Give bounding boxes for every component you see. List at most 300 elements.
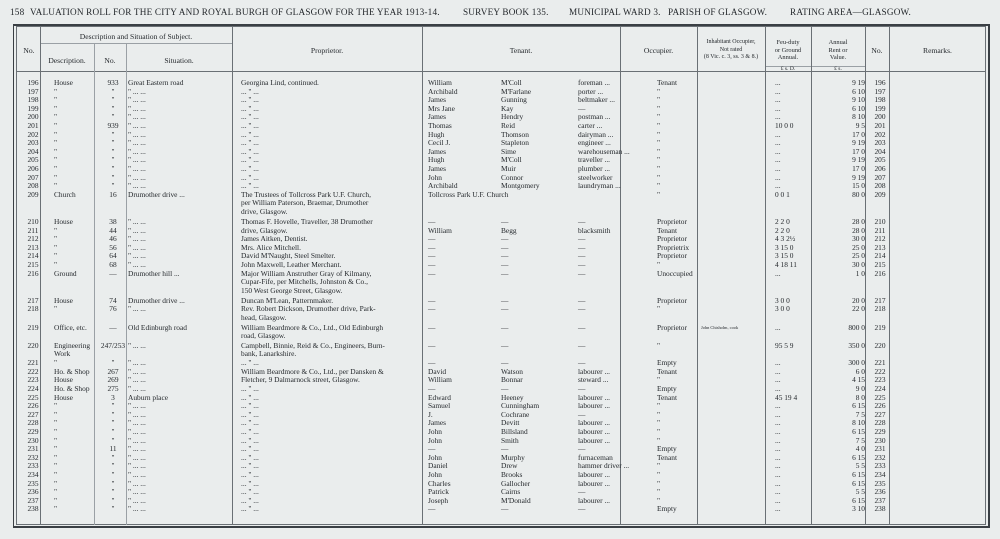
tenant-surname-cell: Kay xyxy=(501,103,514,113)
description-cell: " xyxy=(54,478,58,488)
tenant-occupation-cell: — xyxy=(578,504,586,514)
tenant-surname-cell: Smith xyxy=(501,435,519,445)
table-row xyxy=(0,445,1000,454)
annual-rent-cell: 5 5 xyxy=(855,487,865,497)
tenant-first-name-cell: — xyxy=(428,340,436,350)
proprietor-cell: drive, Glasgow. xyxy=(241,225,288,235)
description-cell: " xyxy=(54,470,58,479)
tenant-occupation-cell: — xyxy=(578,260,586,269)
tenant-surname-cell: Bonnar xyxy=(501,375,523,385)
table-row xyxy=(0,437,1000,446)
row-number: 212 xyxy=(27,234,39,244)
feu-duty-cell: ... xyxy=(775,427,781,436)
row-number-right: 229 xyxy=(874,427,886,436)
tenant-surname-cell: — xyxy=(501,251,509,261)
row-number-right: 231 xyxy=(874,444,886,454)
col-header-proprietor: Proprietor. xyxy=(310,46,344,55)
description-cell: " xyxy=(54,495,58,505)
situation-cell: " ... ... xyxy=(128,234,146,244)
description-cell: " xyxy=(54,260,58,269)
description-cell: Ho. & Shop xyxy=(54,384,90,393)
tenant-first-name-cell: William xyxy=(428,225,452,235)
row-number: 231 xyxy=(27,444,39,454)
tenant-surname-cell: Heeney xyxy=(501,392,524,402)
tenant-occupation-cell: — xyxy=(578,234,586,244)
tenant-occupation-cell: blacksmith xyxy=(578,225,611,235)
proprietor-cell: ... " ... xyxy=(241,427,259,436)
tenant-surname-cell: Watson xyxy=(501,366,523,376)
tenant-surname-cell: Sime xyxy=(501,146,517,156)
street-number-cell: " xyxy=(111,487,115,497)
tenant-first-name-cell: Patrick xyxy=(428,487,449,497)
tenant-first-name-cell: Joseph xyxy=(428,495,449,505)
proprietor-cell: ... " ... xyxy=(241,129,259,139)
situation-cell: Old Edinburgh road xyxy=(128,322,187,332)
situation-cell: " ... ... xyxy=(128,146,146,156)
tenant-first-name-cell: James xyxy=(428,164,447,173)
row-number-right: 216 xyxy=(874,268,886,278)
row-number: 222 xyxy=(27,366,39,376)
occupier-cell: Empty xyxy=(657,358,677,368)
tenant-surname-cell: — xyxy=(501,304,509,314)
description-cell: " xyxy=(54,129,58,139)
row-number-right: 196 xyxy=(874,78,886,87)
proprietor-cell: drive, Glasgow. xyxy=(241,207,288,216)
row-number: 215 xyxy=(27,260,39,269)
row-number-right: 213 xyxy=(874,242,886,252)
table-row xyxy=(0,428,1000,437)
table-row xyxy=(0,419,1000,428)
row-number-right: 198 xyxy=(874,95,886,105)
annual-rent-cell: 6 15 xyxy=(852,452,865,462)
tenant-occupation-cell: labourer ... xyxy=(578,427,611,436)
street-number-cell: 933 xyxy=(107,78,119,87)
row-number-right: 219 xyxy=(874,322,886,332)
tenant-occupation-cell: labourer ... xyxy=(578,401,611,411)
row-number-right: 206 xyxy=(874,164,886,173)
tenant-first-name-cell: — xyxy=(428,295,436,305)
tenant-surname-cell: Connor xyxy=(501,172,524,182)
tenant-occupation-cell: carter ... xyxy=(578,121,603,130)
street-number-cell: " xyxy=(111,478,115,488)
street-number-cell: " xyxy=(111,358,115,368)
proprietor-cell: ... " ... xyxy=(241,121,259,130)
tenant-first-name-cell: — xyxy=(428,322,436,332)
street-number-cell: 269 xyxy=(107,375,119,385)
tenant-occupation-cell: engineer ... xyxy=(578,138,611,148)
occupier-cell: " xyxy=(657,304,661,314)
annual-rent-cell: 9 5 xyxy=(855,121,865,130)
tenant-surname-cell: Reid xyxy=(501,121,515,130)
proprietor-cell: ... " ... xyxy=(241,358,259,368)
tenant-surname-cell: M'Farlane xyxy=(501,86,532,96)
occupier-cell: Proprietor xyxy=(657,217,687,226)
tenant-first-name-cell: — xyxy=(428,217,436,226)
table-row xyxy=(0,411,1000,420)
occupier-cell: " xyxy=(657,495,661,505)
tenant-surname-cell: — xyxy=(501,322,509,332)
feu-duty-cell: ... xyxy=(775,470,781,479)
annual-rent-cell: 350 0 xyxy=(848,340,865,350)
proprietor-cell: ... " ... xyxy=(241,164,259,173)
occupier-cell: Empty xyxy=(657,384,677,393)
row-number: 205 xyxy=(27,155,39,165)
street-number-cell: " xyxy=(111,103,115,113)
annual-rent-cell: 9 19 xyxy=(852,172,865,182)
proprietor-cell: ... " ... xyxy=(241,461,259,471)
proprietor-cell: Rev. Robert Dickson, Drumother drive, Park- xyxy=(241,304,376,314)
tenant-occupation-cell: hammer driver ... xyxy=(578,461,630,471)
tenant-first-name-cell: — xyxy=(428,504,436,514)
description-cell: House xyxy=(54,392,73,402)
situation-cell: " ... ... xyxy=(128,95,146,105)
tenant-first-name-cell: — xyxy=(428,234,436,244)
street-number-cell: " xyxy=(111,461,115,471)
row-number: 219 xyxy=(27,322,39,332)
table-row xyxy=(0,252,1000,261)
table-row xyxy=(0,332,1000,341)
description-cell: " xyxy=(54,418,58,428)
description-cell: " xyxy=(54,251,58,261)
table-row xyxy=(0,368,1000,377)
tenant-occupation-cell: — xyxy=(578,322,586,332)
row-number: 234 xyxy=(27,470,39,479)
proprietor-cell: bank, Lanarkshire. xyxy=(241,349,297,359)
row-number: 224 xyxy=(27,384,39,393)
description-cell: " xyxy=(54,121,58,130)
street-number-cell: 64 xyxy=(109,251,117,261)
row-number: 216 xyxy=(27,268,39,278)
rent-line-2: Rent or xyxy=(828,46,848,54)
feu-duty-cell: ... xyxy=(775,461,781,471)
tenant-surname-cell: M'Coll xyxy=(501,78,522,87)
annual-rent-cell: 25 0 xyxy=(852,251,865,261)
tenant-surname-cell: Gunning xyxy=(501,95,527,105)
feu-duty-cell: ... xyxy=(775,478,781,488)
row-number: 232 xyxy=(27,452,39,462)
tenant-first-name-cell: Tollcross Park U.F. Church xyxy=(428,189,509,199)
row-number-right: 210 xyxy=(874,217,886,226)
tenant-surname-cell: Montgomery xyxy=(501,181,540,191)
tenant-surname-cell: Cochrane xyxy=(501,409,530,419)
feu-duty-cell: ... xyxy=(775,95,781,105)
situation-cell: " ... ... xyxy=(128,155,146,165)
feu-duty-cell: ... xyxy=(775,146,781,156)
tenant-surname-cell: Drew xyxy=(501,461,518,471)
table-row xyxy=(0,278,1000,287)
tenant-surname-cell: Brooks xyxy=(501,470,523,479)
proprietor-cell: The Trustees of Tollcross Park U.F. Church, xyxy=(241,189,371,199)
street-number-cell: " xyxy=(111,418,115,428)
feu-duty-cell: ... xyxy=(775,103,781,113)
situation-cell: " ... ... xyxy=(128,112,146,122)
row-number-right: 211 xyxy=(874,225,886,235)
row-number: 233 xyxy=(27,461,39,471)
street-number-cell: 44 xyxy=(109,225,117,235)
situation-cell: " ... ... xyxy=(128,138,146,148)
feu-duty-cell: ... xyxy=(775,129,781,139)
tenant-surname-cell: — xyxy=(501,358,509,368)
feu-line-3: Annual. xyxy=(777,54,799,61)
occupier-cell: " xyxy=(657,181,661,191)
tenant-first-name-cell: William xyxy=(428,78,452,87)
tenant-occupation-cell: warehouseman ... xyxy=(578,146,630,156)
tenant-first-name-cell: James xyxy=(428,112,447,122)
situation-cell: Drumother drive ... xyxy=(128,295,185,305)
col-header-no2: No. xyxy=(871,46,883,55)
proprietor-cell: William Beardmore & Co., Ltd., per Dansken & xyxy=(241,366,384,376)
street-number-cell: " xyxy=(111,495,115,505)
tenant-surname-cell: — xyxy=(501,295,509,305)
proprietor-cell: Cupar-Fife, per Mitchells, Johnston & Co., xyxy=(241,277,368,287)
situation-cell: " ... ... xyxy=(128,444,146,454)
annual-rent-cell: 17 0 xyxy=(852,129,865,139)
street-number-cell: 11 xyxy=(109,444,117,454)
description-cell: " xyxy=(54,103,58,113)
annual-rent-cell: 7 5 xyxy=(855,409,865,419)
tenant-occupation-cell: furnaceman xyxy=(578,452,613,462)
tenant-first-name-cell: — xyxy=(428,242,436,252)
street-number-cell: " xyxy=(111,427,115,436)
tenant-first-name-cell: J. xyxy=(428,409,433,419)
description-cell: " xyxy=(54,504,58,514)
tenant-occupation-cell: — xyxy=(578,268,586,278)
situation-cell: " ... ... xyxy=(128,452,146,462)
tenant-occupation-cell: steward ... xyxy=(578,375,609,385)
situation-cell: " ... ... xyxy=(128,384,146,393)
street-number-cell: " xyxy=(111,95,115,105)
tenant-surname-cell: — xyxy=(501,340,509,350)
row-number-right: 233 xyxy=(874,461,886,471)
proprietor-cell: ... " ... xyxy=(241,384,259,393)
tenant-occupation-cell: — xyxy=(578,358,586,368)
tenant-first-name-cell: William xyxy=(428,375,452,385)
tenant-occupation-cell: labourer ... xyxy=(578,470,611,479)
feu-duty-cell: 45 19 4 xyxy=(775,392,798,402)
col-header-no: No. xyxy=(23,46,35,55)
feu-duty-cell: ... xyxy=(775,112,781,122)
occupier-cell: " xyxy=(657,435,661,445)
tenant-first-name-cell: — xyxy=(428,304,436,314)
tenant-first-name-cell: John xyxy=(428,172,442,182)
annual-rent-cell: 22 0 xyxy=(852,304,865,314)
description-cell: " xyxy=(54,95,58,105)
proprietor-cell: ... " ... xyxy=(241,181,259,191)
street-number-cell: " xyxy=(111,504,115,514)
tenant-surname-cell: — xyxy=(501,268,509,278)
tenant-first-name-cell: — xyxy=(428,444,436,454)
row-number: 198 xyxy=(27,95,39,105)
description-cell: " xyxy=(54,401,58,411)
tenant-occupation-cell: porter ... xyxy=(578,86,604,96)
situation-cell: Great Eastern road xyxy=(128,78,184,87)
description-cell: " xyxy=(54,461,58,471)
feu-duty-cell: ... xyxy=(775,164,781,173)
occupier-cell: " xyxy=(657,409,661,419)
row-number-right: 218 xyxy=(874,304,886,314)
description-cell: " xyxy=(54,435,58,445)
annual-rent-cell: 15 0 xyxy=(852,181,865,191)
table-row xyxy=(0,96,1000,105)
feu-duty-cell: ... xyxy=(775,86,781,96)
table-row xyxy=(0,165,1000,174)
proprietor-cell: head, Glasgow. xyxy=(241,312,287,322)
situation-cell: Drumother hill ... xyxy=(128,268,180,278)
situation-cell: " ... ... xyxy=(128,427,146,436)
annual-rent-cell: 17 0 xyxy=(852,164,865,173)
occupier-cell: " xyxy=(657,461,661,471)
feu-duty-cell: ... xyxy=(775,495,781,505)
row-number-right: 234 xyxy=(874,470,886,479)
street-number-cell: " xyxy=(111,164,115,173)
proprietor-cell: ... " ... xyxy=(241,478,259,488)
annual-rent-cell: 20 0 xyxy=(852,295,865,305)
tenant-first-name-cell: John xyxy=(428,435,442,445)
occupier-cell: Empty xyxy=(657,504,677,514)
occupier-cell: " xyxy=(657,103,661,113)
situation-cell: " ... ... xyxy=(128,487,146,497)
feu-duty-cell: 2 2 0 xyxy=(775,217,790,226)
col-header-remarks: Remarks. xyxy=(923,46,952,55)
tenant-surname-cell: — xyxy=(501,217,509,226)
tenant-occupation-cell: dairyman ... xyxy=(578,129,614,139)
row-number: 228 xyxy=(27,418,39,428)
table-row xyxy=(0,156,1000,165)
row-number-right: 224 xyxy=(874,384,886,393)
tenant-occupation-cell: beltmaker ... xyxy=(578,95,615,105)
col-header-situation: Situation. xyxy=(164,56,194,65)
street-number-cell: " xyxy=(111,112,115,122)
row-number-right: 200 xyxy=(874,112,886,122)
occupier-cell: " xyxy=(657,401,661,411)
row-number-right: 199 xyxy=(874,103,886,113)
street-number-cell: " xyxy=(111,401,115,411)
situation-cell: " ... ... xyxy=(128,121,146,130)
col-header-feu xyxy=(765,39,811,62)
tenant-first-name-cell: Hugh xyxy=(428,129,445,139)
row-number-right: 227 xyxy=(874,409,886,419)
tenant-surname-cell: M'Coll xyxy=(501,155,522,165)
proprietor-cell: Campbell, Binnie, Reid & Co., Engineers, Burn- xyxy=(241,340,385,350)
row-number: 225 xyxy=(27,392,39,402)
row-number: 226 xyxy=(27,401,39,411)
occupier-cell: Tenant xyxy=(657,366,678,376)
description-cell: Work xyxy=(54,349,71,359)
occupier-cell: " xyxy=(657,138,661,148)
row-number-right: 230 xyxy=(874,435,886,445)
street-number-cell: 16 xyxy=(109,189,117,199)
description-cell: " xyxy=(54,164,58,173)
feu-duty-cell: ... xyxy=(775,375,781,385)
row-number-right: 203 xyxy=(874,138,886,148)
table-row xyxy=(0,131,1000,140)
feu-duty-cell: ... xyxy=(775,138,781,148)
description-cell: Ho. & Shop xyxy=(54,366,90,376)
row-number-right: 208 xyxy=(874,181,886,191)
situation-cell: " ... ... xyxy=(128,409,146,419)
annual-rent-cell: 6 15 xyxy=(852,427,865,436)
tenant-occupation-cell: labourer ... xyxy=(578,366,611,376)
proprietor-cell: ... " ... xyxy=(241,138,259,148)
row-number: 201 xyxy=(27,121,39,130)
tenant-surname-cell: — xyxy=(501,260,509,269)
feu-duty-cell: ... xyxy=(775,418,781,428)
feu-duty-cell: ... xyxy=(775,452,781,462)
feu-duty-cell: ... xyxy=(775,358,781,368)
tenant-occupation-cell: — xyxy=(578,103,586,113)
proprietor-cell: ... " ... xyxy=(241,103,259,113)
tenant-occupation-cell: labourer ... xyxy=(578,495,611,505)
situation-cell: Drumother drive ... xyxy=(128,189,185,199)
row-number: 196 xyxy=(27,78,39,87)
rating-area: RATING AREA—GLASGOW. xyxy=(790,7,912,17)
table-row xyxy=(0,488,1000,497)
page-number: 158 xyxy=(10,7,25,17)
row-number-right: 220 xyxy=(874,340,886,350)
street-number-cell: " xyxy=(111,86,115,96)
tenant-occupation-cell: steelworker xyxy=(578,172,613,182)
feu-line-1: Feu-duty xyxy=(776,39,800,46)
table-row xyxy=(0,480,1000,489)
occupier-cell: " xyxy=(657,172,661,182)
row-number: 209 xyxy=(27,189,39,199)
annual-rent-cell: 6 0 xyxy=(855,366,865,376)
situation-cell: " ... ... xyxy=(128,164,146,173)
table-row xyxy=(0,208,1000,217)
street-number-cell: 275 xyxy=(107,384,119,393)
annual-rent-cell: 6 10 xyxy=(852,103,865,113)
row-number-right: 235 xyxy=(874,478,886,488)
tenant-occupation-cell: — xyxy=(578,384,586,393)
tenant-surname-cell: Devitt xyxy=(501,418,520,428)
situation-cell: " ... ... xyxy=(128,242,146,252)
annual-rent-cell: 28 0 xyxy=(852,225,865,235)
feu-duty-cell: 95 5 9 xyxy=(775,340,794,350)
annual-rent-cell: 30 0 xyxy=(852,260,865,269)
table-row xyxy=(0,191,1000,200)
feu-duty-cell: ... xyxy=(775,409,781,419)
table-row xyxy=(0,297,1000,306)
situation-cell: " ... ... xyxy=(128,225,146,235)
street-number-cell: 46 xyxy=(109,234,117,244)
description-cell: " xyxy=(54,304,58,314)
col-header-desc-group: Description and Situation of Subject. xyxy=(79,32,193,41)
feu-duty-cell: 3 15 0 xyxy=(775,242,794,252)
table-row xyxy=(0,122,1000,131)
occupier-cell: " xyxy=(657,95,661,105)
feu-duty-cell: ... xyxy=(775,366,781,376)
tenant-first-name-cell: Archibald xyxy=(428,181,458,191)
inhabitant-line-3: (8 Vic. c. 3, ss. 3 & 8.) xyxy=(703,54,759,60)
tenant-occupation-cell: labourer ... xyxy=(578,392,611,402)
table-row xyxy=(0,402,1000,411)
survey-book: SURVEY BOOK 135. xyxy=(463,7,549,17)
tenant-occupation-cell: — xyxy=(578,340,586,350)
description-cell: House xyxy=(54,375,73,385)
row-number-right: 226 xyxy=(874,401,886,411)
inhabitant-line-2: Not rated xyxy=(719,46,743,53)
annual-rent-cell: 5 5 xyxy=(855,461,865,471)
table-row xyxy=(0,454,1000,463)
table-row xyxy=(0,174,1000,183)
row-number: 221 xyxy=(27,358,39,368)
street-number-cell: 56 xyxy=(109,242,117,252)
annual-rent-cell: 8 10 xyxy=(852,112,865,122)
occupier-cell: " xyxy=(657,121,661,130)
street-number-cell: " xyxy=(111,172,115,182)
table-row xyxy=(0,359,1000,368)
situation-cell: " ... ... xyxy=(128,251,146,261)
